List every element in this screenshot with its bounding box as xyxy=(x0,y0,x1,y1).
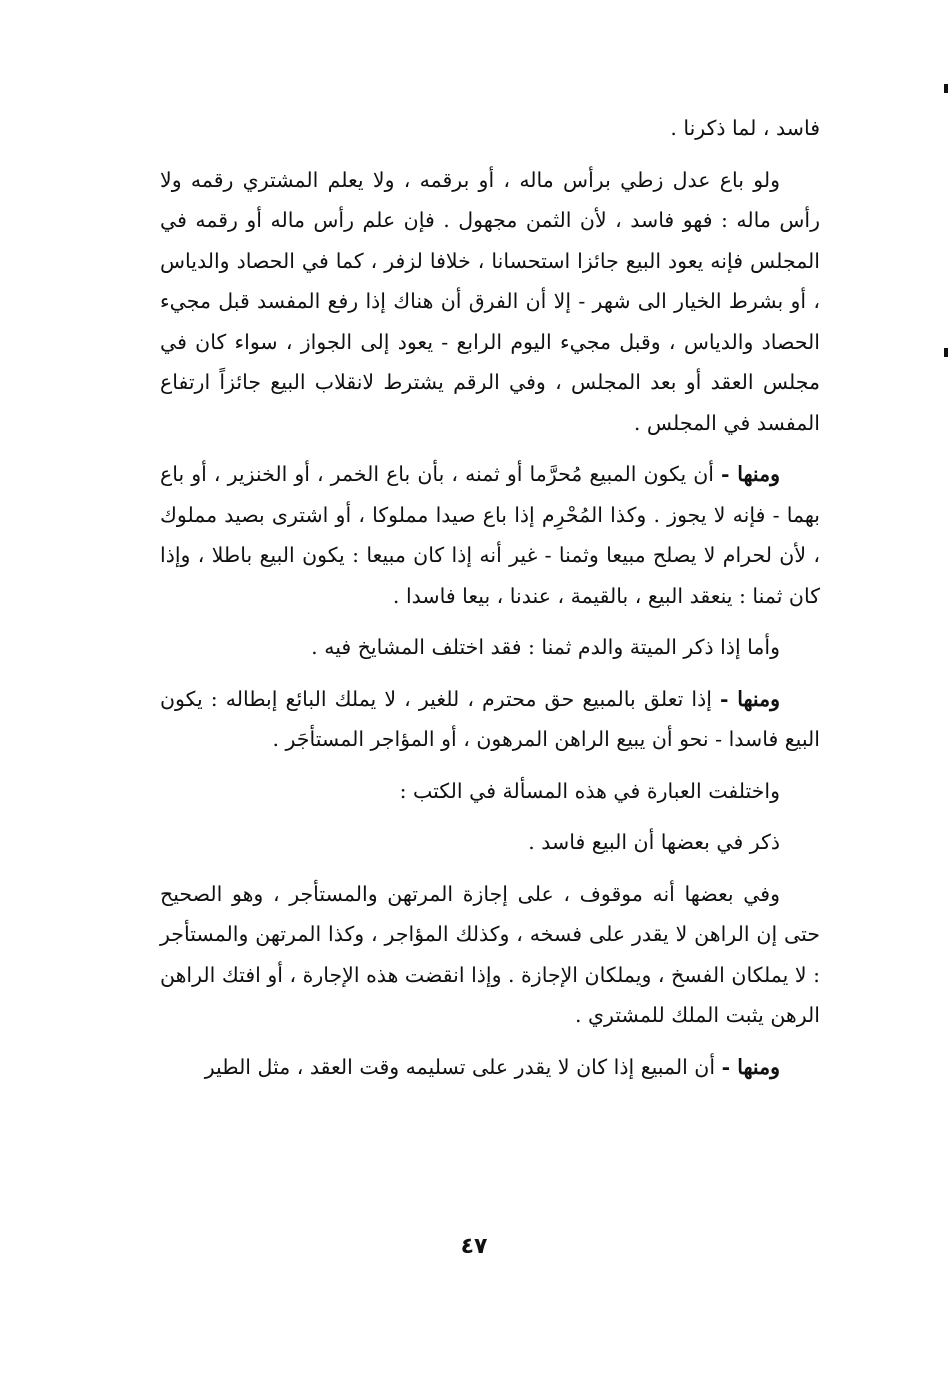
paragraph-lead: ومنها - xyxy=(721,462,780,486)
paragraph-text: إذا تعلق بالمبيع حق محترم ، للغير ، لا يملك البائع إبطاله : يكون البيع فاسدا - نحو أن يبيع الراهن المرهون ، أو المؤاجر المستأجَر . xyxy=(160,686,820,751)
paragraph-text: واختلفت العبارة في هذه المسألة في الكتب : xyxy=(399,778,780,803)
paragraph-text: وأما إذا ذكر الميتة والدم ثمنا : فقد اختلف المشايخ فيه . xyxy=(311,635,780,659)
scan-edge-mark xyxy=(944,348,948,357)
scan-edge-mark xyxy=(944,84,948,93)
paragraph-text: ولو باع عدل زطي برأس ماله ، أو برقمه ، ولا يعلم المشتري رقمه ولا رأس ماله : فهو فاسد ، لأن الثمن مجهول . فإن علم رأس ماله أو رقمه في المجلس فإنه يعود البيع جائزا استحسانا ، خلافا لزفر ، كما في الحصاد والدياس ، أو بشرط الخيار الى شهر - إلا أن الفرق أن هناك إذا رفع المفسد قبل مجيء الحصاد والدياس ، وقبل مجيء اليوم الرابع - يعود إلى الجواز ، سواء كان في مجلس العقد أو بعد المجلس ، وفي الرقم يشترط لانقلاب البيع جائزاً ارتفاع المفسد في المجلس . xyxy=(160,167,820,435)
paragraph-continuation xyxy=(160,108,820,149)
paragraph-lead: ومنها - xyxy=(720,686,780,711)
paragraph-zuti-cloth-sale xyxy=(160,160,820,444)
paragraph-text: أن المبيع إذا كان لا يقدر على تسليمه وقت العقد ، مثل الطير xyxy=(204,1054,722,1079)
paragraph-text: فاسد ، لما ذكرنا . xyxy=(670,116,820,140)
page-body xyxy=(160,108,820,1087)
paragraph-text: ذكر في بعضها أن البيع فاسد . xyxy=(528,830,780,854)
paragraph-sale-void xyxy=(160,822,820,863)
paragraph-third-party-right xyxy=(160,679,820,760)
paragraph-lead: ومنها - xyxy=(721,1054,780,1079)
paragraph-carrion-and-blood xyxy=(160,627,820,668)
paragraph-text: أن يكون المبيع مُحرَّما أو ثمنه ، بأن باع الخمر ، أو الخنزير ، أو باع بهما - فإنه لا يجوز . وكذا المُحْرِم إذا باع صيدا مملوكا ، أو اشترى بصيد مملوك ، لأن لحرام لا يصلح مبيعا وثمنا - غير أنه إذا كان مبيعا : يكون البيع باطلا ، وإذا كان ثمنا : ينعقد البيع ، بالقيمة ، عندنا ، بيعا فاسدا . xyxy=(160,462,820,608)
paragraph-forbidden-goods xyxy=(160,454,820,616)
paragraph-differing-wording xyxy=(160,771,820,812)
paragraph-text: وفي بعضها أنه موقوف ، على إجازة المرتهن والمستأجر ، وهو الصحيح حتى إن الراهن لا يقدر على فسخه ، وكذلك المؤاجر ، وكذا المرتهن والمستأجر : لا يملكان الفسخ ، ويملكان الإجازة . وإذا انقضت هذه الإجارة ، أو افتك الراهن الرهن يثبت الملك للمشتري . xyxy=(160,881,820,1027)
paragraph-suspended-sale xyxy=(160,874,820,1036)
paragraph-undeliverable-goods xyxy=(160,1047,820,1088)
page-number: ٤٧ xyxy=(460,1234,488,1259)
